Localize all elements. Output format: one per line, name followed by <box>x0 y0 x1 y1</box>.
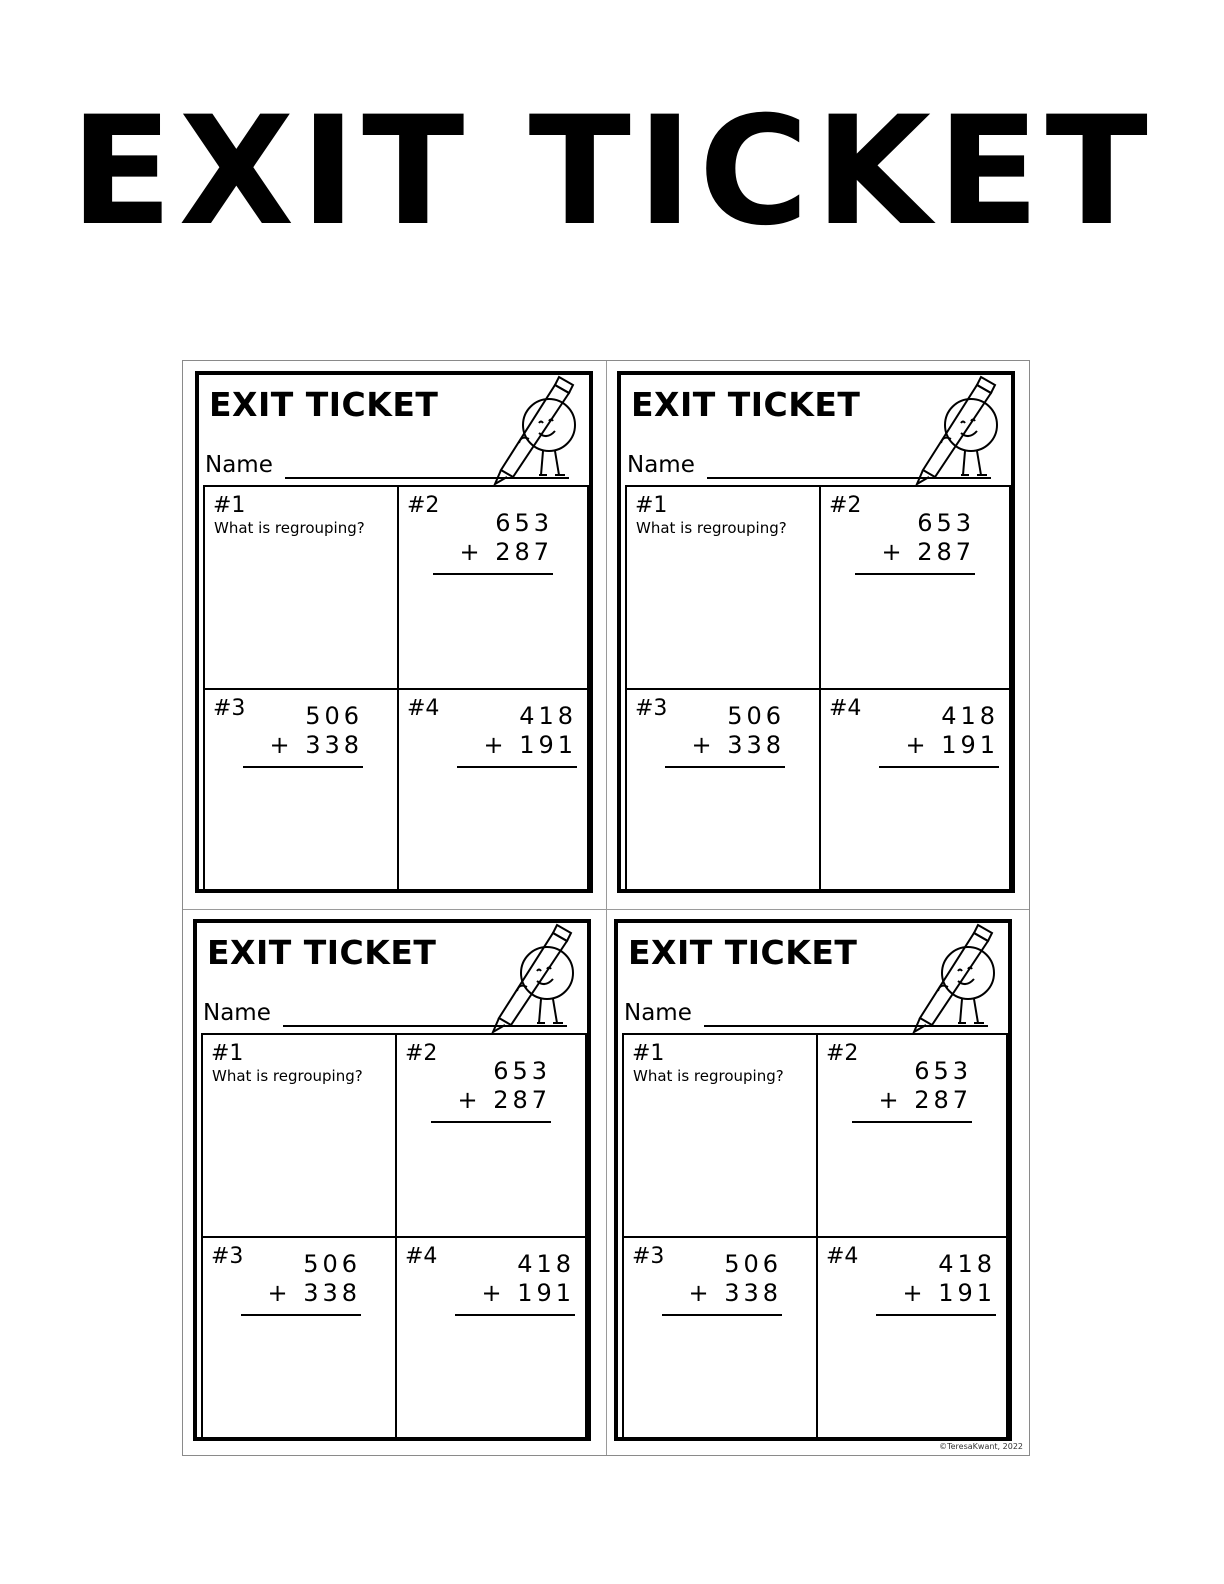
exit-ticket-card <box>195 371 593 893</box>
question-cell-1[interactable] <box>205 487 397 688</box>
question-text: What is regrouping? <box>633 1067 784 1085</box>
pencil-character-icon <box>900 921 1010 1035</box>
question-cell-2[interactable] <box>399 487 591 688</box>
question-number: #3 <box>211 1244 244 1269</box>
answer-line <box>243 766 363 768</box>
name-label: Name <box>624 1000 692 1026</box>
addition-problem <box>243 702 363 768</box>
question-number: #4 <box>407 696 440 721</box>
question-number: #2 <box>826 1041 859 1066</box>
answer-line <box>665 766 785 768</box>
question-number: #3 <box>635 696 668 721</box>
answer-line <box>662 1314 782 1316</box>
page-title: EXIT TICKET <box>70 85 1154 259</box>
question-grid <box>622 1033 1008 1439</box>
answer-line <box>241 1314 361 1316</box>
answer-line <box>433 573 553 575</box>
question-text: What is regrouping? <box>214 519 365 537</box>
answer-line <box>431 1121 551 1123</box>
addition-problem <box>876 1250 996 1316</box>
addend-top: 653 <box>493 1057 551 1085</box>
answer-line <box>879 766 999 768</box>
question-cell-3[interactable] <box>205 690 397 891</box>
ticket-title: EXIT TICKET <box>628 933 858 972</box>
question-grid <box>201 1033 587 1439</box>
question-cell-4[interactable] <box>821 690 1013 891</box>
question-number: #2 <box>407 493 440 518</box>
name-label: Name <box>205 452 273 478</box>
question-cell-3[interactable] <box>203 1238 395 1439</box>
pencil-character-icon <box>903 373 1013 487</box>
question-number: #2 <box>829 493 862 518</box>
question-text: What is regrouping? <box>212 1067 363 1085</box>
addend-bottom: + 287 <box>457 1086 551 1114</box>
exit-ticket-card <box>193 919 591 1441</box>
addend-top: 418 <box>938 1250 996 1278</box>
question-cell-3[interactable] <box>627 690 819 891</box>
question-grid <box>203 485 589 891</box>
pencil-character-icon <box>479 921 589 1035</box>
question-number: #1 <box>213 493 246 518</box>
cut-line-vertical <box>606 361 607 1455</box>
question-text: What is regrouping? <box>636 519 787 537</box>
addend-bottom: + 287 <box>878 1086 972 1114</box>
addition-problem <box>662 1250 782 1316</box>
addend-top: 418 <box>517 1250 575 1278</box>
question-cell-2[interactable] <box>397 1035 589 1236</box>
question-cell-1[interactable] <box>624 1035 816 1236</box>
answer-line <box>876 1314 996 1316</box>
name-label: Name <box>203 1000 271 1026</box>
addition-problem <box>852 1057 972 1123</box>
addition-problem <box>855 509 975 575</box>
question-cell-2[interactable] <box>818 1035 1010 1236</box>
question-cell-4[interactable] <box>818 1238 1010 1439</box>
addend-bottom: + 338 <box>267 1279 361 1307</box>
addend-bottom: + 191 <box>905 731 999 759</box>
addend-top: 506 <box>303 1250 361 1278</box>
addend-bottom: + 338 <box>688 1279 782 1307</box>
addend-top: 418 <box>941 702 999 730</box>
question-number: #1 <box>211 1041 244 1066</box>
ticket-sheet <box>182 360 1030 1456</box>
question-cell-1[interactable] <box>627 487 819 688</box>
answer-line <box>455 1314 575 1316</box>
ticket-title: EXIT TICKET <box>209 385 439 424</box>
question-number: #1 <box>635 493 668 518</box>
addend-top: 653 <box>917 509 975 537</box>
addend-bottom: + 191 <box>483 731 577 759</box>
ticket-title: EXIT TICKET <box>631 385 861 424</box>
addition-problem <box>879 702 999 768</box>
answer-line <box>855 573 975 575</box>
addend-bottom: + 191 <box>481 1279 575 1307</box>
cut-line-horizontal <box>183 909 1029 910</box>
addend-top: 653 <box>914 1057 972 1085</box>
addition-problem <box>241 1250 361 1316</box>
addition-problem <box>665 702 785 768</box>
addition-problem <box>455 1250 575 1316</box>
addend-bottom: + 338 <box>691 731 785 759</box>
question-cell-4[interactable] <box>399 690 591 891</box>
addition-problem <box>431 1057 551 1123</box>
addend-top: 418 <box>519 702 577 730</box>
answer-line <box>852 1121 972 1123</box>
addend-bottom: + 287 <box>881 538 975 566</box>
pencil-character-icon <box>481 373 591 487</box>
addend-top: 653 <box>495 509 553 537</box>
question-grid <box>625 485 1011 891</box>
addition-problem <box>457 702 577 768</box>
question-number: #4 <box>405 1244 438 1269</box>
addend-bottom: + 287 <box>459 538 553 566</box>
addend-top: 506 <box>724 1250 782 1278</box>
name-label: Name <box>627 452 695 478</box>
question-cell-3[interactable] <box>624 1238 816 1439</box>
question-cell-2[interactable] <box>821 487 1013 688</box>
addend-bottom: + 338 <box>269 731 363 759</box>
addend-top: 506 <box>305 702 363 730</box>
exit-ticket-card <box>614 919 1012 1441</box>
ticket-title: EXIT TICKET <box>207 933 437 972</box>
question-cell-1[interactable] <box>203 1035 395 1236</box>
exit-ticket-card <box>617 371 1015 893</box>
question-number: #4 <box>826 1244 859 1269</box>
addend-top: 506 <box>727 702 785 730</box>
addend-bottom: + 191 <box>902 1279 996 1307</box>
answer-line <box>457 766 577 768</box>
question-number: #3 <box>213 696 246 721</box>
question-number: #1 <box>632 1041 665 1066</box>
question-number: #3 <box>632 1244 665 1269</box>
question-number: #2 <box>405 1041 438 1066</box>
question-cell-4[interactable] <box>397 1238 589 1439</box>
copyright-text: ©TeresaKwant, 2022 <box>939 1442 1023 1451</box>
addition-problem <box>433 509 553 575</box>
question-number: #4 <box>829 696 862 721</box>
